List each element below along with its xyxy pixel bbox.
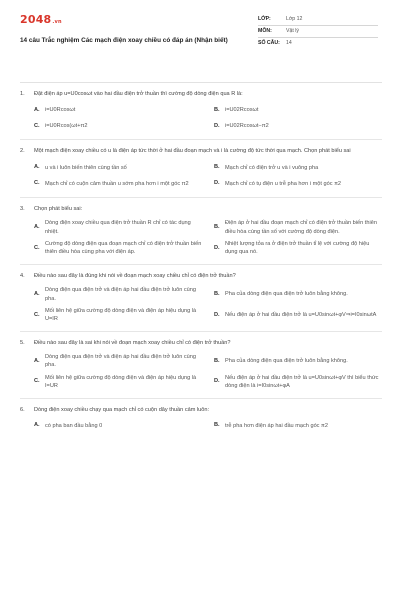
info-row-subject [258, 26, 378, 38]
option-c[interactable] [34, 374, 202, 391]
info-value: Lớp 12 [286, 15, 303, 22]
options [20, 213, 382, 259]
option-d[interactable] [214, 240, 382, 257]
option-text: Dòng điện qua điện trở và điện áp hai đầu điện trở luôn cùng pha. [45, 287, 197, 302]
option-text: Mạch chỉ có điện trở u và i vuông pha [225, 164, 319, 171]
option-letter: A. [34, 223, 40, 230]
option-text: Nếu điện áp ở hai đầu điện trở là u=U0sinωt+φV thì biểu thức dòng điện là i=I0sinωt+φA [225, 374, 379, 390]
option-letter: D. [214, 244, 220, 251]
logo-brand: 2048 [20, 13, 52, 26]
option-text: Mối liên hệ giữa cường độ dòng điện và điện áp hiệu dụng là U=IR [45, 307, 197, 323]
option-c[interactable] [34, 307, 202, 324]
option-d[interactable] [214, 307, 382, 324]
question-text: Dòng điện xoay chiều chạy qua mạch chỉ có cuộn dây thuần cảm luôn: [34, 406, 210, 413]
option-text: Dòng điện xoay chiều qua điện trở thuần R chỉ có tác dụng nhiệt. [45, 220, 191, 235]
option-text: Mạch chỉ có tụ điện u trễ pha hơn i một góc π2 [225, 180, 342, 187]
option-c[interactable] [34, 120, 202, 132]
question-3 [20, 198, 382, 265]
option-letter: A. [34, 164, 40, 170]
option-d[interactable] [214, 178, 382, 190]
logo-tld: .vn [52, 19, 62, 25]
option-text: trễ pha hơn điện áp hai đầu mạch góc π2 [225, 422, 329, 429]
option-letter: D. [214, 378, 220, 385]
question-4 [20, 265, 382, 332]
option-text: Nhiệt lượng tỏa ra ở điện trở thuần tỉ lệ với cường độ hiệu dụng qua nó. [225, 240, 370, 256]
option-letter: B. [214, 223, 220, 230]
option-b[interactable] [214, 219, 382, 236]
option-b[interactable] [214, 104, 382, 116]
question-number: 1. [20, 91, 25, 97]
option-text: Nếu điện áp ở hai đầu điện trở là u=U0sinωt+φV⇒i=I0sinωtA [225, 312, 377, 319]
option-text: Cường độ dòng điện qua đoạn mạch chỉ có điện trở thuần biến thiên điều hòa cùng pha với điện áp. [45, 240, 202, 256]
question-5 [20, 332, 382, 399]
header-left [20, 12, 250, 46]
option-b[interactable] [214, 162, 382, 174]
question-6 [20, 399, 382, 439]
info-label: MÔN: [258, 27, 272, 34]
option-c[interactable] [34, 240, 202, 257]
question-number: 6. [20, 406, 25, 413]
option-c[interactable] [34, 178, 202, 190]
info-label: SỐ CÂU: [258, 40, 280, 47]
option-a[interactable] [34, 104, 202, 116]
option-a[interactable] [34, 286, 202, 303]
question-2 [20, 140, 382, 197]
option-letter: C. [34, 244, 40, 251]
option-a[interactable] [34, 420, 202, 432]
options [20, 156, 382, 192]
option-letter: A. [34, 357, 40, 364]
options [20, 280, 382, 326]
option-text: i=U02Rcosωt−π2 [225, 123, 269, 130]
option-letter: C. [34, 180, 40, 186]
option-d[interactable] [214, 374, 382, 391]
question-text: Một mạch điện xoay chiều có u là điện áp tức thời ở hai đầu đoạn mạch và i là cường độ tức thời qua mạch. Chọn phát biểu sai [34, 148, 351, 155]
option-letter: C. [34, 311, 40, 318]
info-value: 14 [286, 40, 292, 47]
option-letter: B. [214, 357, 220, 364]
option-letter: C. [34, 122, 40, 129]
option-letter: B. [214, 106, 220, 113]
option-text: u và i luôn biến thiên cùng tần số [45, 164, 127, 171]
option-text: Mạch chỉ có cuộn cảm thuần u sớm pha hơn i một góc π2 [45, 180, 189, 187]
question-text: Điều nào sau đây là sai khi nói về đoạn mạch xoay chiều chỉ có điện trở thuần? [34, 339, 231, 346]
header [20, 12, 382, 74]
info-label: LỚP: [258, 15, 271, 22]
option-text: Điện áp ở hai đầu đoạn mạch chỉ có điện trở thuần biến thiên điều hòa cùng tần số với cường độ dòng điện. [225, 220, 377, 235]
option-text: Pha của dòng điện qua điện trở luôn bằng không. [225, 291, 348, 298]
info-row-count [258, 38, 378, 50]
option-text: i=U0Rcosωt [45, 107, 76, 114]
question-text: Chọn phát biểu sai: [34, 205, 83, 212]
option-d[interactable] [214, 120, 382, 132]
option-letter: A. [34, 290, 40, 297]
option-letter: D. [214, 122, 220, 129]
question-number: 4. [20, 272, 25, 279]
info-row-class [258, 14, 378, 26]
option-letter: B. [214, 290, 220, 297]
option-a[interactable] [34, 353, 202, 370]
info-value: Vật lý [286, 27, 299, 34]
question-text: Điều nào sau đây là đúng khi nói về đoạn mạch xoay chiều chỉ có điện trở thuần? [34, 272, 236, 279]
option-text: Mối liên hệ giữa cường độ dòng điện và điện áp hiệu dụng là I=UR [45, 374, 197, 390]
options [20, 347, 382, 393]
option-b[interactable] [214, 286, 382, 303]
option-b[interactable] [214, 353, 382, 370]
option-text: có pha ban đầu bằng 0 [45, 422, 103, 429]
option-letter: B. [214, 422, 220, 429]
question-1 [20, 83, 382, 140]
document-title: 14 câu Trắc nghiệm Các mạch điện xoay chiều có đáp án (Nhận biết) [20, 36, 228, 44]
question-number: 2. [20, 148, 25, 155]
question-text: Đặt điện áp u=U0cosωt vào hai đầu điện trở thuần thì cường độ dòng điện qua R là: [34, 91, 243, 97]
document-info [258, 14, 378, 50]
option-letter: C. [34, 378, 40, 385]
option-letter: A. [34, 422, 40, 429]
options [20, 414, 382, 434]
question-number: 3. [20, 205, 25, 212]
option-a[interactable] [34, 162, 202, 174]
option-text: Pha của dòng điện qua điện trở luôn bằng không. [225, 358, 348, 365]
question-number: 5. [20, 339, 25, 346]
site-logo[interactable] [20, 13, 250, 28]
options [20, 98, 382, 134]
option-letter: D. [214, 180, 220, 186]
option-a[interactable] [34, 219, 202, 236]
option-letter: B. [214, 164, 220, 170]
option-letter: A. [34, 106, 40, 113]
option-letter: D. [214, 311, 220, 318]
option-text: i=U0Rcos(ωt+π2 [45, 123, 88, 130]
option-text: Dòng điện qua điện trở và điện áp hai đầu điện trở luôn cùng pha. [45, 354, 197, 369]
option-text: i=U02Rcosωt [225, 107, 259, 114]
option-b[interactable] [214, 420, 382, 432]
